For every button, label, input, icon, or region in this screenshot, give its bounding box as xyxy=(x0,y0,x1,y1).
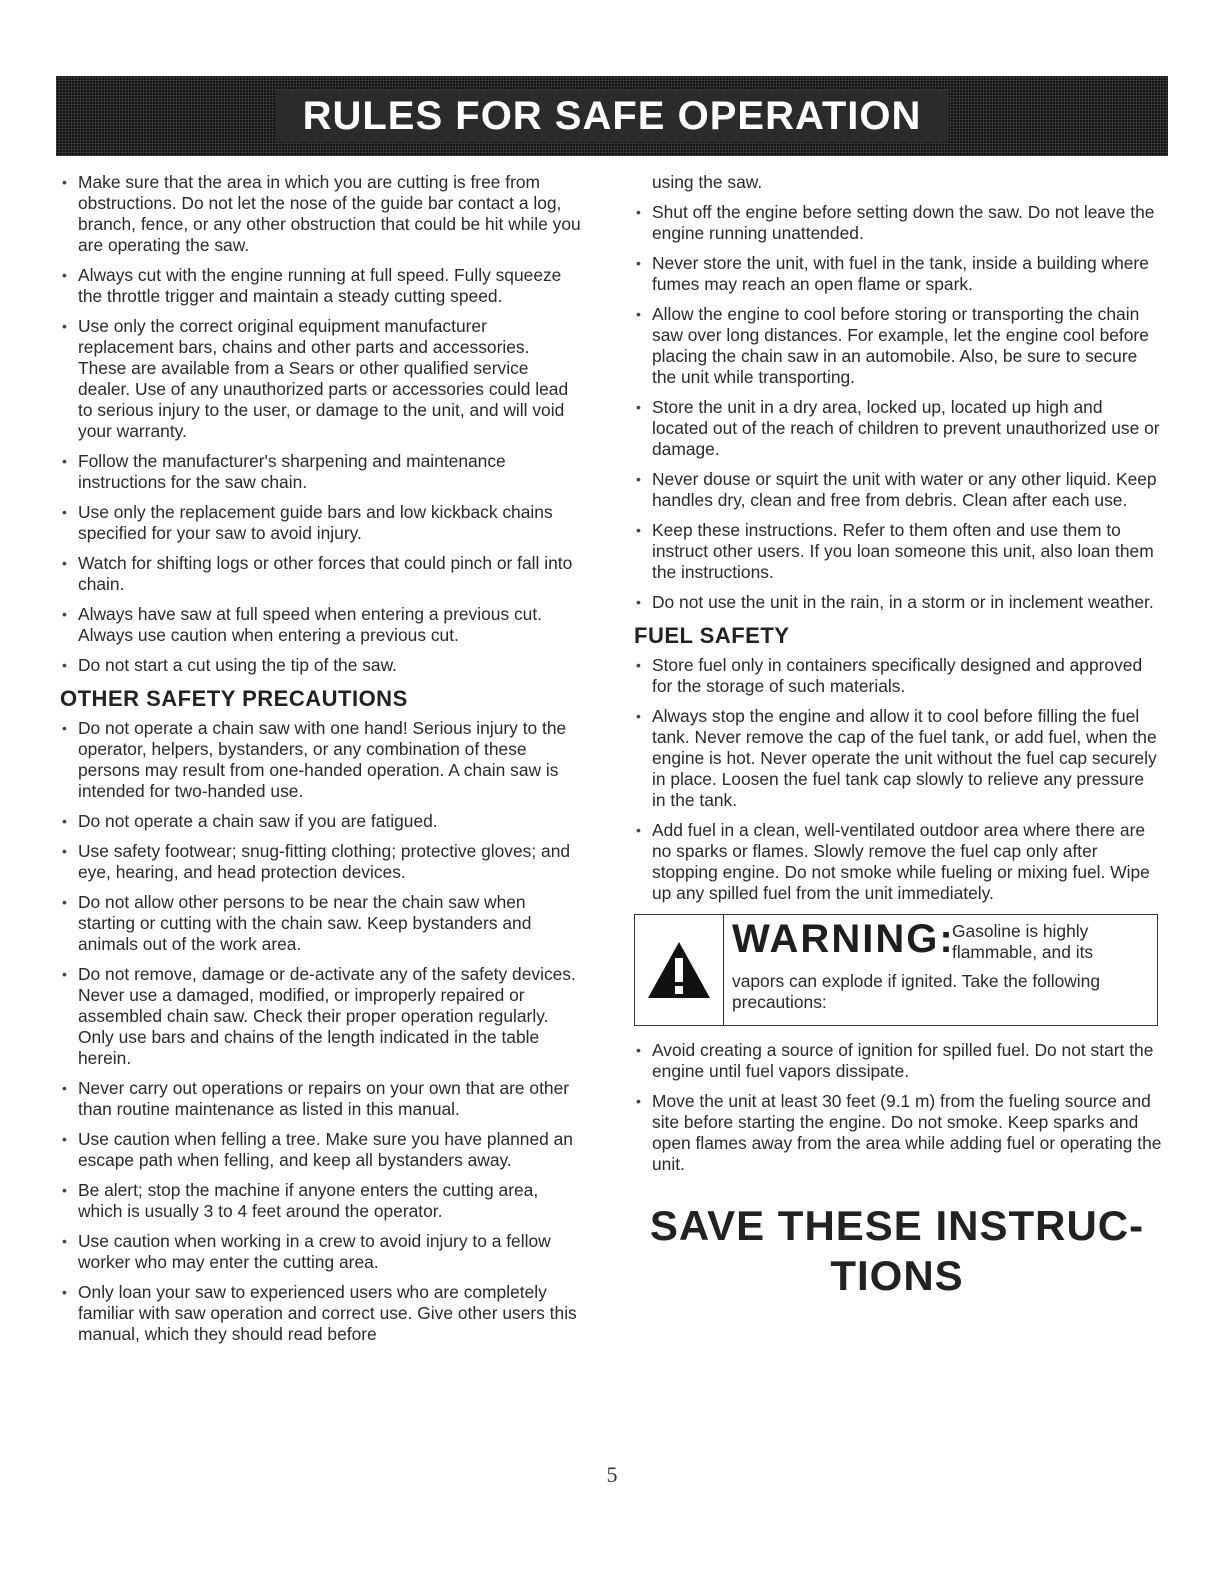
list-item: • Always stop the engine and allow it to cool before filling the fuel tank. Never remove the cap of the fuel tank, or add fuel, when the engine is hot. Never operate the unit without the fuel cap securely in place. Loosen the fuel tank cap slowly to relieve any pressure in the tank. xyxy=(632,706,1162,811)
warning-side-line: Gasoline is highly xyxy=(952,921,1089,941)
warning-triangle-icon xyxy=(646,940,712,1000)
storage-rules-list xyxy=(632,202,1162,613)
list-item: • Watch for shifting logs or other forces that could pinch or fall into chain. xyxy=(58,553,582,595)
warning-box xyxy=(634,914,1158,1026)
save-title-line: TIONS xyxy=(830,1252,964,1299)
list-item: • Use safety footwear; snug-fitting clothing; protective gloves; and eye, hearing, and head protection devices. xyxy=(58,841,582,883)
list-item: • Shut off the engine before setting down the saw. Do not leave the engine running unattended. xyxy=(632,202,1162,244)
list-item: • Do not remove, damage or de-activate any of the safety devices. Never use a damaged, modified, or improperly repaired or assembled chain saw. Check their proper operation regularly. Only use bars and chains of the length indicated in the table herein. xyxy=(58,964,582,1069)
list-item: • Avoid creating a source of ignition for spilled fuel. Do not start the engine until fuel vapors dissipate. xyxy=(632,1040,1162,1082)
list-item: • Store fuel only in containers specifically designed and approved for the storage of such materials. xyxy=(632,655,1162,697)
list-item: • Be alert; stop the machine if anyone enters the cutting area, which is usually 3 to 4 feet around the operator. xyxy=(58,1180,582,1222)
list-item: • Keep these instructions. Refer to them often and use them to instruct other users. If you loan someone this unit, also loan them the instructions. xyxy=(632,520,1162,583)
fuel-precautions-list xyxy=(632,1040,1162,1175)
list-item: • Always have saw at full speed when entering a previous cut. Always use caution when entering a previous cut. xyxy=(58,604,582,646)
list-item: • Only loan your saw to experienced users who are completely familiar with saw operation and correct use. Give other users this manual, which they should read before xyxy=(58,1282,582,1345)
other-precautions-list xyxy=(58,718,582,1345)
list-item: • Allow the engine to cool before storing or transporting the chain saw over long distances. For example, let the engine cool before placing the chain saw in an automobile. Also, be sure to secure the unit while transporting. xyxy=(632,304,1162,388)
list-item: • Use only the correct original equipment manufacturer replacement bars, chains and other parts and accessories. These are available from a Sears or other qualified service dealer. Use of any unauthorized parts or accessories could lead to serious injury to the user, or damage to the unit, and will void your warranty. xyxy=(58,316,582,442)
save-title-line: SAVE THESE INSTRUC- xyxy=(649,1202,1145,1249)
list-item: • Do not operate a chain saw if you are fatigued. xyxy=(58,811,582,832)
page-title: RULES FOR SAFE OPERATION xyxy=(275,90,950,142)
list-item: • Do not allow other persons to be near the chain saw when starting or cutting with the chain saw. Keep bystanders and animals out of the work area. xyxy=(58,892,582,955)
other-safety-heading: OTHER SAFETY PRECAUTIONS xyxy=(60,686,408,711)
continued-text: using the saw. xyxy=(652,172,763,192)
list-item: • Never douse or squirt the unit with water or any other liquid. Keep handles dry, clean and free from debris. Clean after each use. xyxy=(632,469,1162,511)
list-item: • Use only the replacement guide bars and low kickback chains specified for your saw to avoid injury. xyxy=(58,502,582,544)
save-instructions-title xyxy=(632,1201,1162,1301)
list-item: • Do not use the unit in the rain, in a storm or in inclement weather. xyxy=(632,592,1162,613)
fuel-safety-list xyxy=(632,655,1162,904)
intro-rules-list xyxy=(58,172,582,676)
title-banner xyxy=(56,76,1168,156)
warning-side-line: flammable, and its xyxy=(952,942,1094,962)
list-item: • Never carry out operations or repairs on your own that are other than routine maintenance as listed in this manual. xyxy=(58,1078,582,1120)
warning-icon-cell xyxy=(635,915,724,1025)
list-item: • Use caution when felling a tree. Make sure you have planned an escape path when felling, and keep all bystanders away. xyxy=(58,1129,582,1171)
list-item: • Store the unit in a dry area, locked up, located up high and located out of the reach of children to prevent unauthorized use or damage. xyxy=(632,397,1162,460)
right-column xyxy=(632,172,1162,1301)
list-item: • Use caution when working in a crew to avoid injury to a fellow worker who may enter the cutting area. xyxy=(58,1231,582,1273)
list-item: • Make sure that the area in which you are cutting is free from obstructions. Do not let the nose of the guide bar contact a log, branch, fence, or any other obstruction that could be hit while you are operating the saw. xyxy=(58,172,582,256)
list-item: • Follow the manufacturer's sharpening and maintenance instructions for the saw chain. xyxy=(58,451,582,493)
warning-body-text: vapors can explode if ignited. Take the following precautions: xyxy=(732,971,1101,1012)
list-item: • Do not start a cut using the tip of the saw. xyxy=(58,655,582,676)
warning-text xyxy=(724,915,1157,1025)
list-item: • Always cut with the engine running at full speed. Fully squeeze the throttle trigger and maintain a steady cutting speed. xyxy=(58,265,582,307)
list-item: • Add fuel in a clean, well-ventilated outdoor area where there are no sparks or flames. Slowly remove the fuel cap only after stopping engine. Do not smoke while fueling or mixing fuel. Wipe up any spilled fuel from the unit immediately. xyxy=(632,820,1162,904)
warning-side-text xyxy=(952,921,1093,963)
fuel-safety-heading: FUEL SAFETY xyxy=(634,623,790,648)
left-column xyxy=(58,172,582,1354)
list-item: • Move the unit at least 30 feet (9.1 m) from the fueling source and site before starting the engine. Do not smoke. Keep sparks and open flames away from the area while adding fuel or operating the unit. xyxy=(632,1091,1162,1175)
list-item: • Do not operate a chain saw with one hand! Serious injury to the operator, helpers, bystanders, or any combination of these persons may result from one-handed operation. A chain saw is intended for two-handed use. xyxy=(58,718,582,802)
page-number: 5 xyxy=(606,1462,618,1487)
warning-label: WARNING: xyxy=(732,917,955,961)
list-item: • Never store the unit, with fuel in the tank, inside a building where fumes may reach an open flame or spark. xyxy=(632,253,1162,295)
